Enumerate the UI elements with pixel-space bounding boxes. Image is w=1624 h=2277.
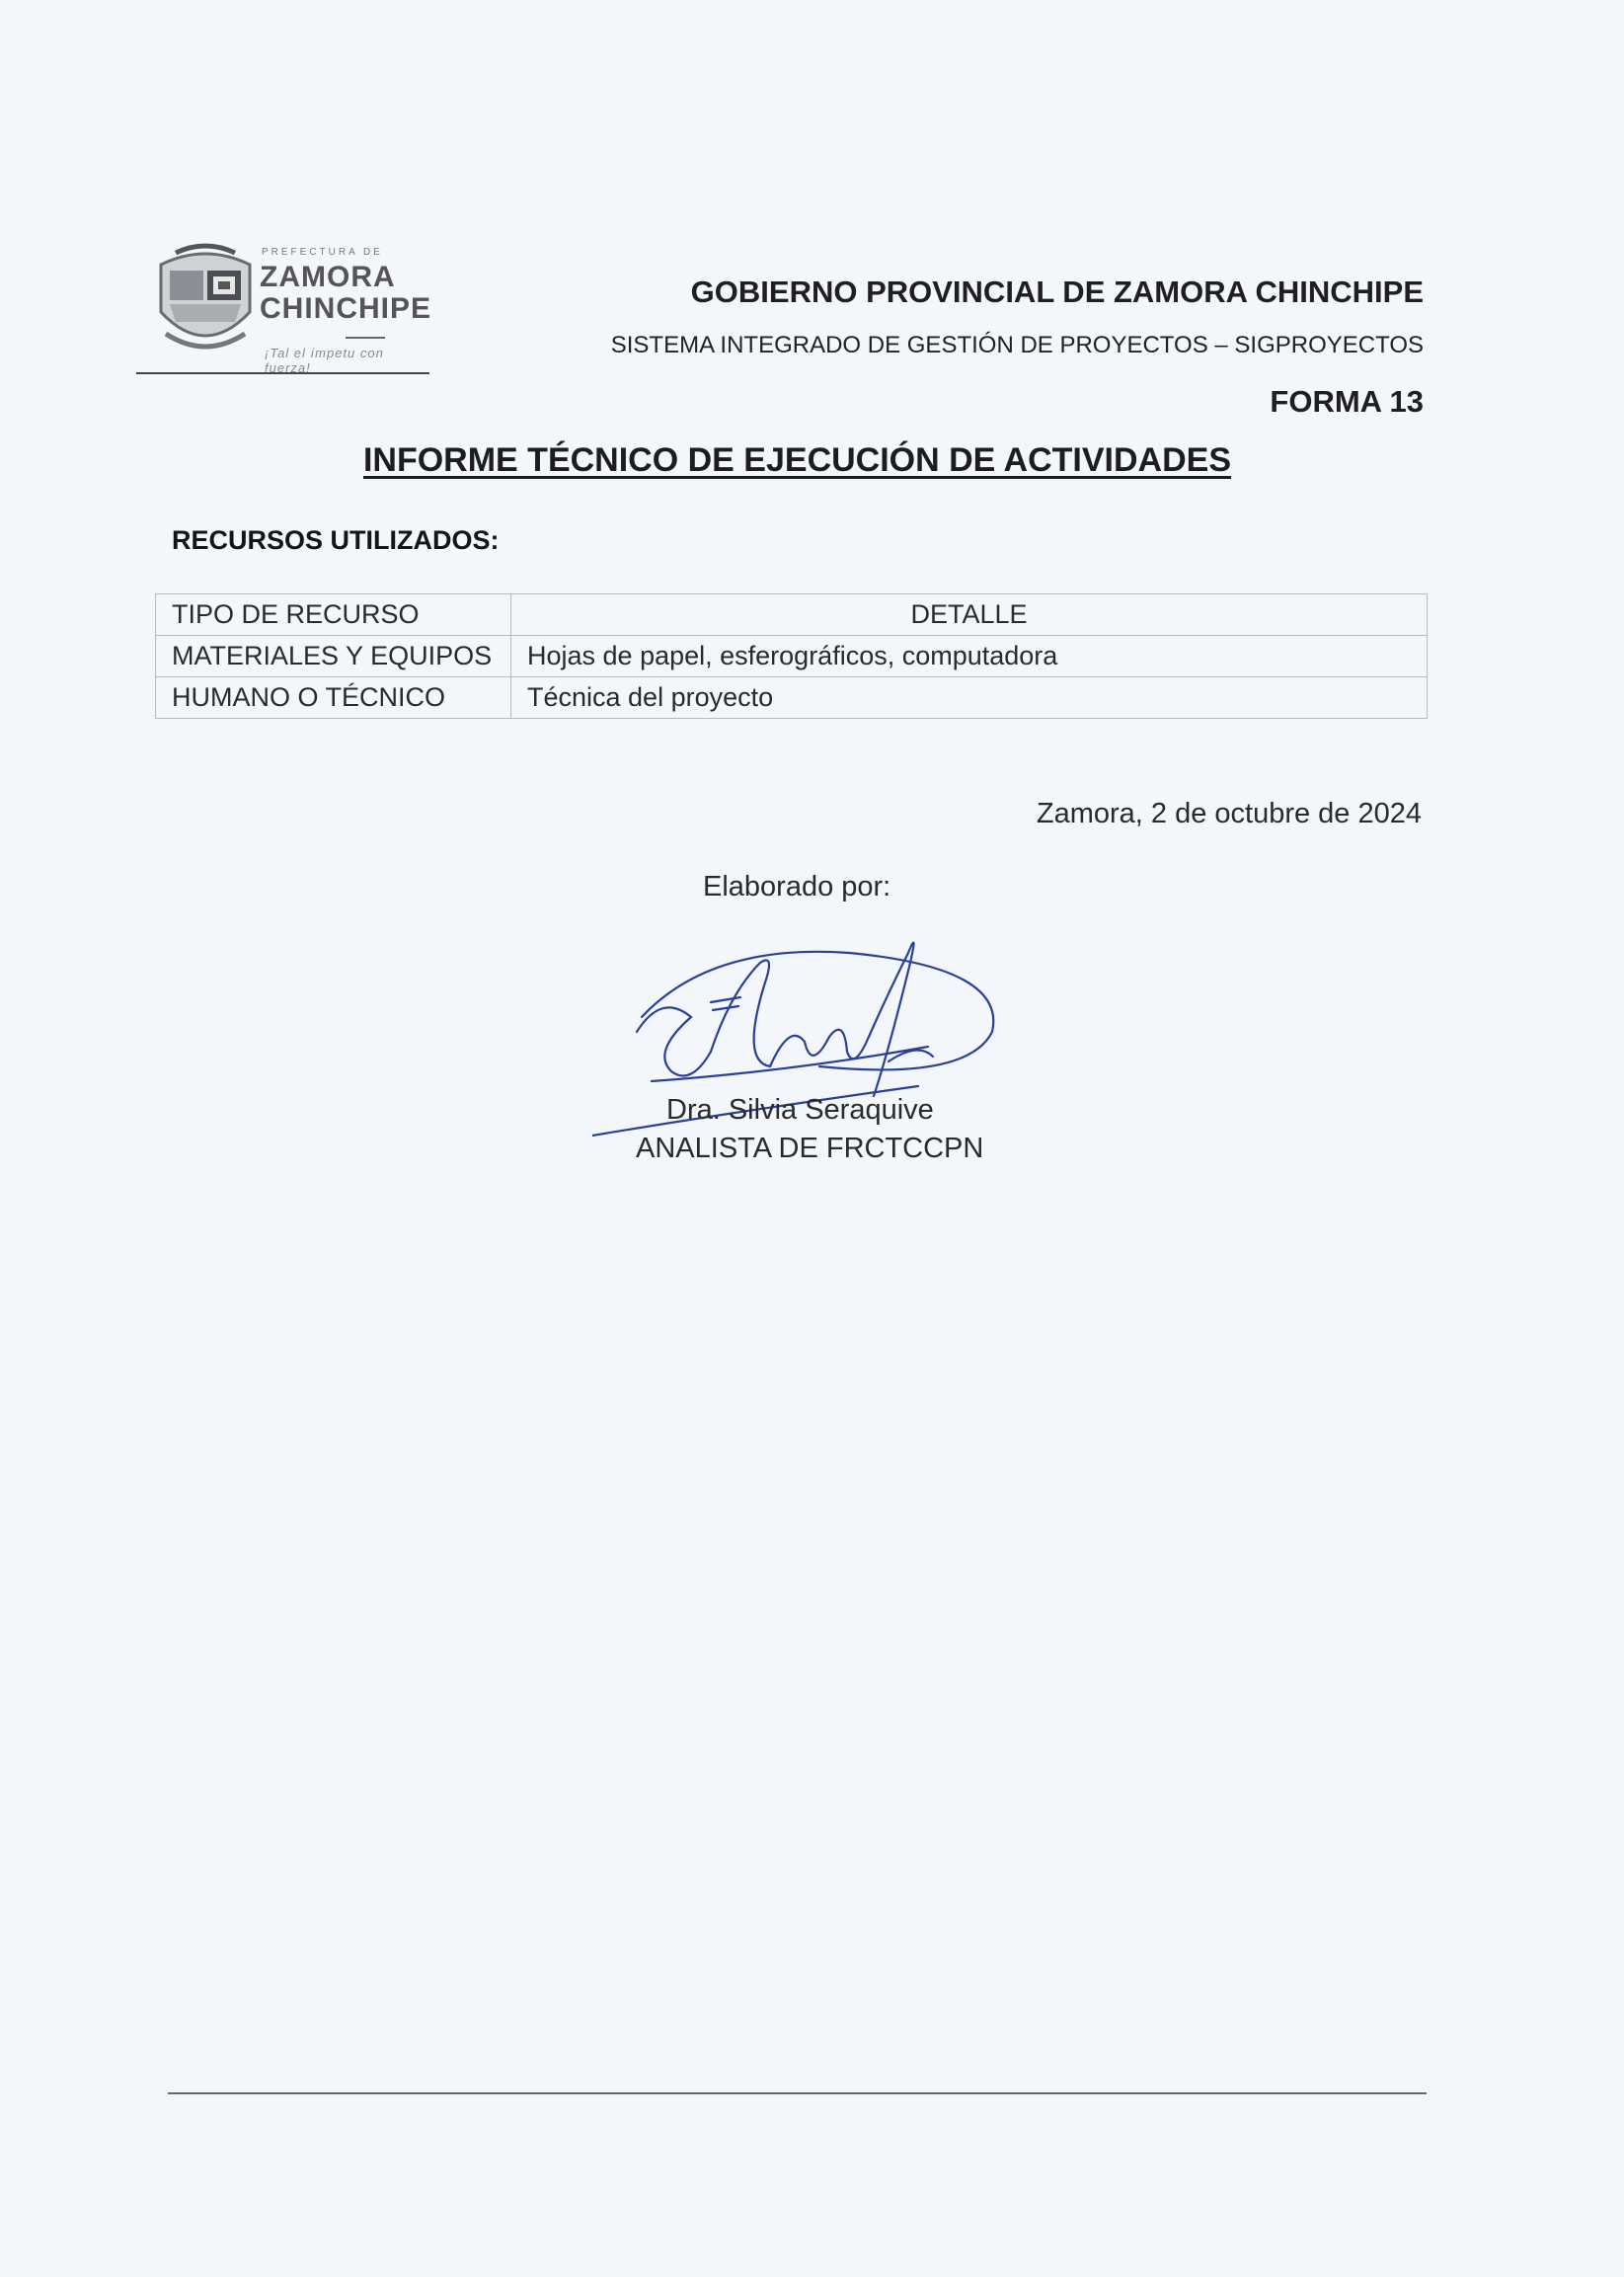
table-row xyxy=(156,636,1428,677)
table-row xyxy=(156,677,1428,719)
logo-slogan: ¡Tal el ímpetu con fuerza! xyxy=(265,346,384,375)
section-heading: RECURSOS UTILIZADOS: xyxy=(172,525,500,555)
resources-table xyxy=(155,593,1428,719)
logo-divider xyxy=(346,337,385,339)
prefecture-seal-icon xyxy=(156,243,255,361)
prefecture-logo xyxy=(148,235,434,373)
signer-name: Dra. Silvia Seraquive xyxy=(666,1094,934,1126)
column-header-resource-type: TIPO DE RECURSO xyxy=(156,594,511,636)
resource-detail-cell: Hojas de papel, esferográficos, computadora xyxy=(511,636,1428,677)
table-header-row xyxy=(156,594,1428,636)
prepared-by-label: Elaborado por: xyxy=(703,871,891,903)
form-number: FORMA 13 xyxy=(1270,384,1424,419)
resource-type-cell: HUMANO O TÉCNICO xyxy=(156,677,511,719)
report-title: INFORME TÉCNICO DE EJECUCIÓN DE ACTIVIDADES xyxy=(362,441,1232,479)
resource-type-cell: MATERIALES Y EQUIPOS xyxy=(156,636,511,677)
logo-underline xyxy=(136,372,429,374)
column-header-detail: DETALLE xyxy=(511,594,1428,636)
resource-detail-cell: Técnica del proyecto xyxy=(511,677,1428,719)
system-title: SISTEMA INTEGRADO DE GESTIÓN DE PROYECTOS – SIGPROYECTOS xyxy=(610,332,1424,358)
logo-line-chinchipe: CHINCHIPE xyxy=(260,292,432,325)
government-title: GOBIERNO PROVINCIAL DE ZAMORA CHINCHIPE xyxy=(690,275,1424,309)
logo-line-zamora: ZAMORA xyxy=(260,261,396,293)
signer-role: ANALISTA DE FRCTCCPN xyxy=(636,1133,984,1164)
logo-prefix: PREFECTURA DE xyxy=(262,247,383,258)
date-line: Zamora, 2 de octubre de 2024 xyxy=(1036,798,1422,829)
footer-divider xyxy=(168,2092,1427,2094)
